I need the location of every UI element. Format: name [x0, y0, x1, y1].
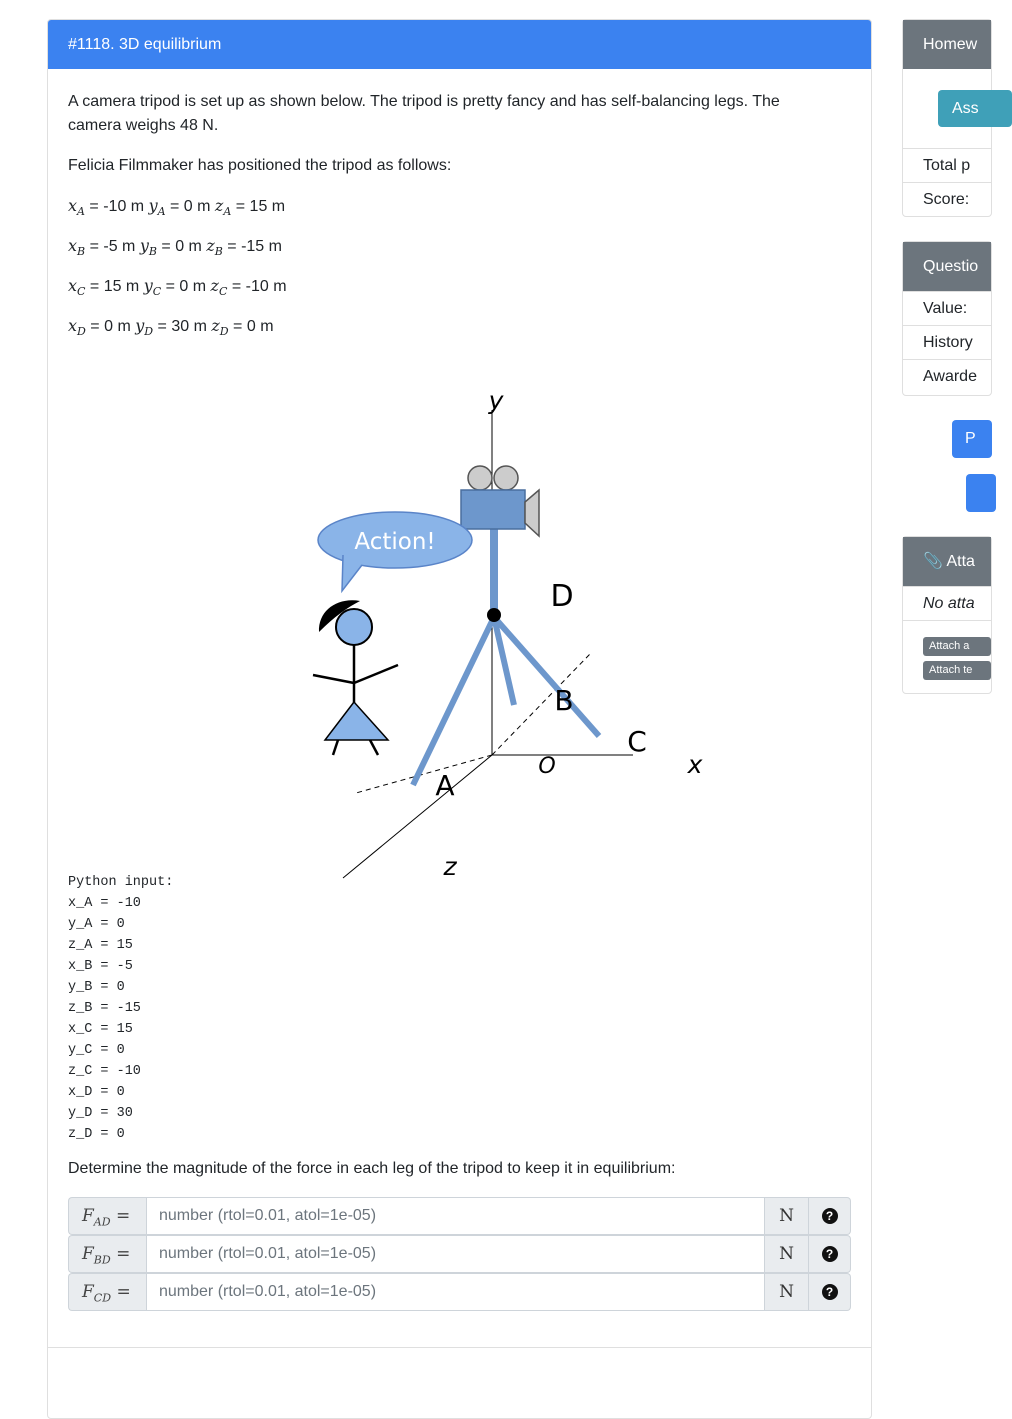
homework-card	[902, 19, 992, 217]
label-x: x	[687, 750, 703, 779]
question-title: #1118. 3D equilibrium	[48, 20, 871, 69]
camera-reel-left	[468, 466, 492, 490]
question-awarded: Awarde	[903, 359, 991, 393]
answer-input-FAD[interactable]	[146, 1197, 765, 1235]
python-input: Python input: x_A = -10 y_A = 0 z_A = 15 x_B = -5 y_B = 0 z_B = -15 x_C = 15 y_C = 0 z_C = -10 x_D = 0 y_D = 30 z_D = 0	[68, 875, 174, 1142]
attachments-header: 📎 Atta	[903, 537, 991, 586]
question-intro: A camera tripod is set up as shown below. The tripod is pretty fancy and has self-balancing legs. The camera weighs 48 N.	[68, 93, 780, 134]
answer-label-FCD: $F_{CD}$ =	[68, 1273, 146, 1311]
answer-unit-FAD: N	[765, 1197, 809, 1235]
question-history: History	[903, 325, 991, 359]
help-button-FBD[interactable]	[809, 1235, 851, 1273]
label-origin: O	[538, 754, 556, 779]
coords-A: $x_A = -10$ m $y_A = 0$ m $z_A = 15$ m	[68, 196, 286, 219]
assessment-overview-button[interactable]: Ass	[938, 90, 1012, 127]
question-circle-icon: ?	[822, 1208, 838, 1224]
answer-unit-FBD: N	[765, 1235, 809, 1273]
label-z: z	[443, 852, 457, 881]
card-footer-divider	[48, 1347, 871, 1348]
coords-C: $x_C = 15$ m $y_C = 0$ m $z_C = -10$ m	[68, 276, 287, 299]
answer-input-FCD[interactable]	[146, 1273, 765, 1311]
question-circle-icon: ?	[822, 1246, 838, 1262]
answer-label-FAD: $F_{AD}$ =	[68, 1197, 146, 1235]
point-D	[487, 608, 501, 622]
question-info-header: Questio	[903, 242, 991, 291]
camera-reel-right	[494, 466, 518, 490]
tripod-figure	[248, 365, 703, 881]
total-points: Total p	[903, 148, 991, 182]
attach-file-button[interactable]: Attach a	[923, 637, 991, 656]
positioned-text: Felicia Filmmaker has positioned the tripod as follows:	[68, 157, 452, 174]
speech-text: Action!	[354, 529, 436, 555]
label-y: y	[488, 386, 504, 415]
help-button-FCD[interactable]	[809, 1273, 851, 1311]
answer-label-FBD: $F_{BD}$ =	[68, 1235, 146, 1273]
coords-B: $x_B = -5$ m $y_B = 0$ m $z_B = -15$ m	[68, 236, 282, 259]
camera-lens	[525, 490, 539, 536]
label-A: A	[435, 769, 455, 802]
next-question-button[interactable]	[966, 474, 996, 512]
answer-input-FBD[interactable]	[146, 1235, 765, 1273]
label-D: D	[550, 579, 574, 614]
camera-body	[461, 490, 525, 529]
answer-row-FAD	[68, 1197, 851, 1235]
answer-row-FCD	[68, 1273, 851, 1311]
attachments-card	[902, 536, 992, 694]
score: Score:	[903, 182, 991, 216]
attach-text-button[interactable]: Attach te	[923, 661, 991, 680]
help-button-FAD[interactable]	[809, 1197, 851, 1235]
question-circle-icon: ?	[822, 1284, 838, 1300]
leg-A	[413, 617, 494, 785]
question-prompt: Determine the magnitude of the force in each leg of the tripod to keep it in equilibrium:	[68, 1160, 676, 1177]
question-value: Value:	[903, 291, 991, 325]
label-B: B	[554, 684, 574, 717]
question-info-card	[902, 241, 992, 396]
person-head	[336, 609, 372, 645]
answer-row-FBD	[68, 1235, 851, 1273]
person-dress	[325, 702, 388, 740]
previous-question-button[interactable]: P	[952, 420, 992, 458]
label-C: C	[627, 725, 647, 758]
question-card	[47, 19, 872, 1419]
coords-D: $x_D = 0$ m $y_D = 30$ m $z_D = 0$ m	[68, 316, 274, 339]
no-attachments: No atta	[903, 586, 991, 620]
answer-unit-FCD: N	[765, 1273, 809, 1311]
paperclip-icon: 📎	[923, 553, 943, 570]
homework-header: Homew	[903, 20, 991, 69]
